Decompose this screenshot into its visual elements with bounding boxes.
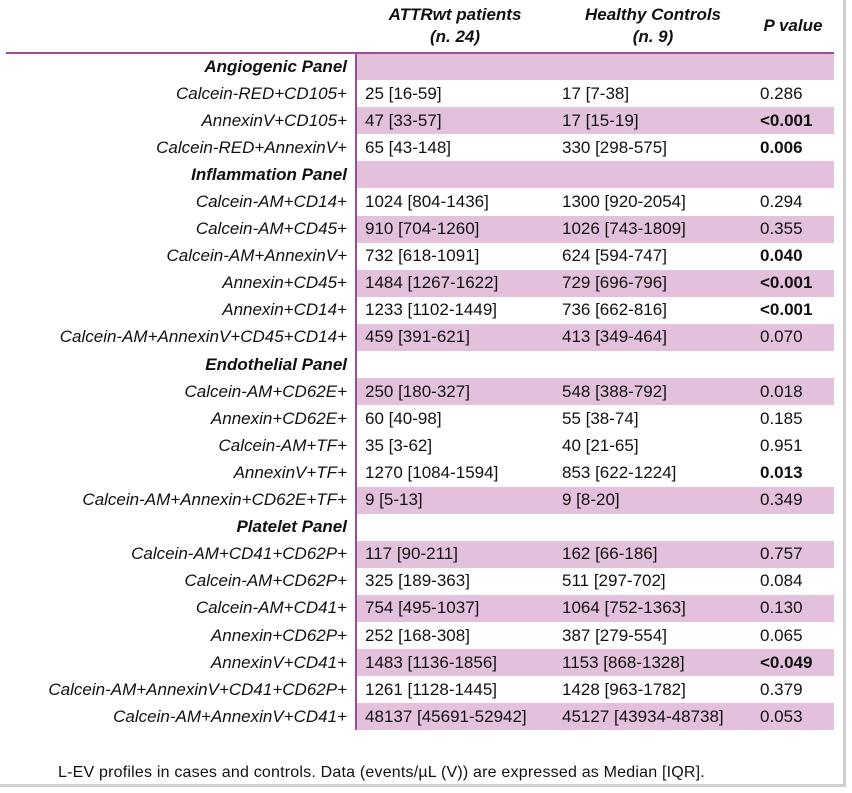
marker-label: Calcein-AM+AnnexinV+CD41+CD62P+ (48, 679, 347, 699)
p-value: 0.130 (752, 595, 834, 622)
controls-value: 729 [696-796] (554, 270, 752, 297)
controls-value: 511 [297-702] (562, 571, 666, 591)
controls-value: 9 [8-20] (554, 487, 752, 514)
results-table (6, 4, 834, 730)
controls-value: 17 [15-19] (554, 107, 752, 134)
attrwt-value: 47 [33-57] (356, 107, 554, 134)
p-value: 0.286 (760, 83, 803, 103)
controls-value (554, 53, 752, 80)
header-controls (554, 4, 752, 53)
marker-label: Calcein-AM+CD62P+ (184, 571, 347, 591)
p-value: 0.355 (752, 216, 834, 243)
controls-value (554, 351, 752, 378)
controls-value: 162 [66-186] (554, 541, 752, 568)
table-body (6, 53, 834, 730)
attrwt-value: 325 [189-363] (356, 568, 554, 595)
marker-label: Annexin+CD62P+ (210, 625, 347, 645)
section-row (6, 53, 834, 80)
table-row (6, 134, 834, 161)
table-row (6, 432, 834, 459)
p-value: 0.757 (752, 541, 834, 568)
marker-label: Calcein-RED+CD105+ (175, 83, 347, 103)
attrwt-value: 117 [90-211] (356, 541, 554, 568)
p-value: <0.001 (760, 300, 813, 320)
header-pvalue (752, 4, 834, 53)
controls-value: 330 [298-575] (562, 137, 667, 157)
attrwt-value: 250 [180-327] (356, 378, 554, 405)
attrwt-value: 48137 [45691-52942] (356, 703, 554, 730)
table-caption: L-EV profiles in cases and controls. Data (events/µL (V)) are expressed as Median [IQR]. (58, 764, 705, 781)
p-value: 0.013 (760, 462, 803, 482)
panel-title: Angiogenic Panel (204, 57, 347, 77)
attrwt-value: 910 [704-1260] (356, 216, 554, 243)
table-row (6, 297, 834, 324)
header-controls-title: Healthy Controls (584, 5, 722, 24)
attrwt-value: 9 [5-13] (356, 487, 554, 514)
controls-value: 736 [662-816] (562, 300, 667, 320)
p-value (752, 351, 834, 378)
p-value (752, 514, 834, 541)
marker-label: Calcein-AM+CD62E+ (184, 381, 347, 401)
attrwt-value: 65 [43-148] (356, 134, 554, 161)
section-row (6, 351, 834, 378)
header-attrwt-title: ATTRwt patients (388, 5, 522, 24)
controls-value: 1428 [963-1782] (562, 679, 686, 699)
p-value: 0.040 (760, 246, 803, 266)
attrwt-value: 1233 [1102-1449] (356, 297, 554, 324)
marker-label: Calcein-AM+CD41+CD62P+ (131, 544, 347, 564)
p-value: 0.070 (752, 324, 834, 351)
table-row (6, 676, 834, 703)
p-value: <0.001 (752, 107, 834, 134)
table-row (6, 568, 834, 595)
marker-label: AnnexinV+CD41+ (210, 652, 347, 672)
section-row (6, 514, 834, 541)
p-value: 0.084 (760, 571, 803, 591)
attrwt-value: 1261 [1128-1445] (356, 676, 554, 703)
table-row (6, 378, 834, 405)
p-value: 0.951 (760, 435, 803, 455)
marker-label: Calcein-AM+CD14+ (195, 192, 347, 212)
table-row (6, 405, 834, 432)
table-row (6, 703, 834, 730)
attrwt-value: 60 [40-98] (356, 405, 554, 432)
table-row (6, 80, 834, 107)
marker-label: AnnexinV+CD105+ (201, 110, 347, 130)
marker-label: Calcein-RED+AnnexinV+ (156, 137, 347, 157)
attrwt-value (356, 514, 554, 541)
marker-label: AnnexinV+TF+ (233, 462, 347, 482)
table-row (6, 243, 834, 270)
attrwt-value: 732 [618-1091] (356, 243, 554, 270)
panel-title: Endothelial Panel (205, 354, 347, 374)
table-header-row (6, 4, 834, 53)
header-pvalue-title: P value (763, 16, 823, 35)
p-value: 0.006 (760, 137, 803, 157)
controls-value: 1026 [743-1809] (554, 216, 752, 243)
marker-label: Calcein-AM+AnnexinV+CD41+ (113, 706, 347, 726)
p-value (752, 53, 834, 80)
attrwt-value: 1484 [1267-1622] (356, 270, 554, 297)
attrwt-value: 754 [495-1037] (356, 595, 554, 622)
p-value: <0.049 (752, 649, 834, 676)
table-row (6, 216, 834, 243)
table-row (6, 188, 834, 215)
controls-value: 624 [594-747] (562, 246, 667, 266)
table-row (6, 541, 834, 568)
attrwt-value: 1024 [804-1436] (356, 188, 554, 215)
table-row (6, 270, 834, 297)
controls-value: 40 [21-65] (562, 435, 639, 455)
table-row (6, 324, 834, 351)
attrwt-value: 35 [3-62] (356, 432, 554, 459)
table-row (6, 622, 834, 649)
attrwt-value: 1483 [1136-1856] (356, 649, 554, 676)
attrwt-value: 459 [391-621] (356, 324, 554, 351)
table-row (6, 649, 834, 676)
marker-label: Annexin+CD45+ (222, 273, 347, 293)
controls-value: 55 [38-74] (562, 408, 639, 428)
marker-label: Calcein-AM+CD45+ (195, 219, 347, 239)
attrwt-value (356, 351, 554, 378)
controls-value: 853 [622-1224] (562, 462, 677, 482)
attrwt-value: 1270 [1084-1594] (356, 459, 554, 486)
p-value (752, 161, 834, 188)
panel-title: Inflammation Panel (191, 164, 347, 184)
attrwt-value (356, 161, 554, 188)
controls-value: 45127 [43934-48738] (554, 703, 752, 730)
controls-value: 1153 [868-1328] (554, 649, 752, 676)
table-row (6, 107, 834, 134)
marker-label: Calcein-AM+CD41+ (195, 598, 347, 618)
controls-value: 548 [388-792] (554, 378, 752, 405)
marker-label: Calcein-AM+AnnexinV+CD45+CD14+ (59, 327, 347, 347)
marker-label: Calcein-AM+TF+ (218, 435, 347, 455)
panel-title: Platelet Panel (236, 517, 347, 537)
p-value: 0.349 (752, 487, 834, 514)
table-row (6, 595, 834, 622)
p-value: 0.294 (760, 192, 803, 212)
section-row (6, 161, 834, 188)
marker-label: Calcein-AM+Annexin+CD62E+TF+ (82, 490, 347, 510)
header-empty (6, 4, 356, 53)
controls-value: 413 [349-464] (554, 324, 752, 351)
marker-label: Annexin+CD62E+ (210, 408, 347, 428)
controls-value (554, 514, 752, 541)
p-value: 0.185 (760, 408, 803, 428)
marker-label: Calcein-AM+AnnexinV+ (166, 246, 347, 266)
table-row (6, 459, 834, 486)
controls-value: 1064 [752-1363] (554, 595, 752, 622)
controls-value: 17 [7-38] (562, 83, 630, 103)
controls-value: 1300 [920-2054] (562, 192, 686, 212)
controls-value: 387 [279-554] (562, 625, 667, 645)
p-value: 0.065 (760, 625, 803, 645)
attrwt-value: 252 [168-308] (356, 622, 554, 649)
header-attrwt-n: (n. 24) (429, 27, 481, 46)
marker-label: Annexin+CD14+ (222, 300, 347, 320)
p-value: 0.379 (760, 679, 803, 699)
p-value: 0.053 (752, 703, 834, 730)
table-row (6, 487, 834, 514)
attrwt-value: 25 [16-59] (356, 80, 554, 107)
p-value: 0.018 (752, 378, 834, 405)
p-value: <0.001 (752, 270, 834, 297)
header-controls-n: (n. 9) (632, 27, 674, 46)
attrwt-value (356, 53, 554, 80)
controls-value (554, 161, 752, 188)
header-attrwt (356, 4, 554, 53)
